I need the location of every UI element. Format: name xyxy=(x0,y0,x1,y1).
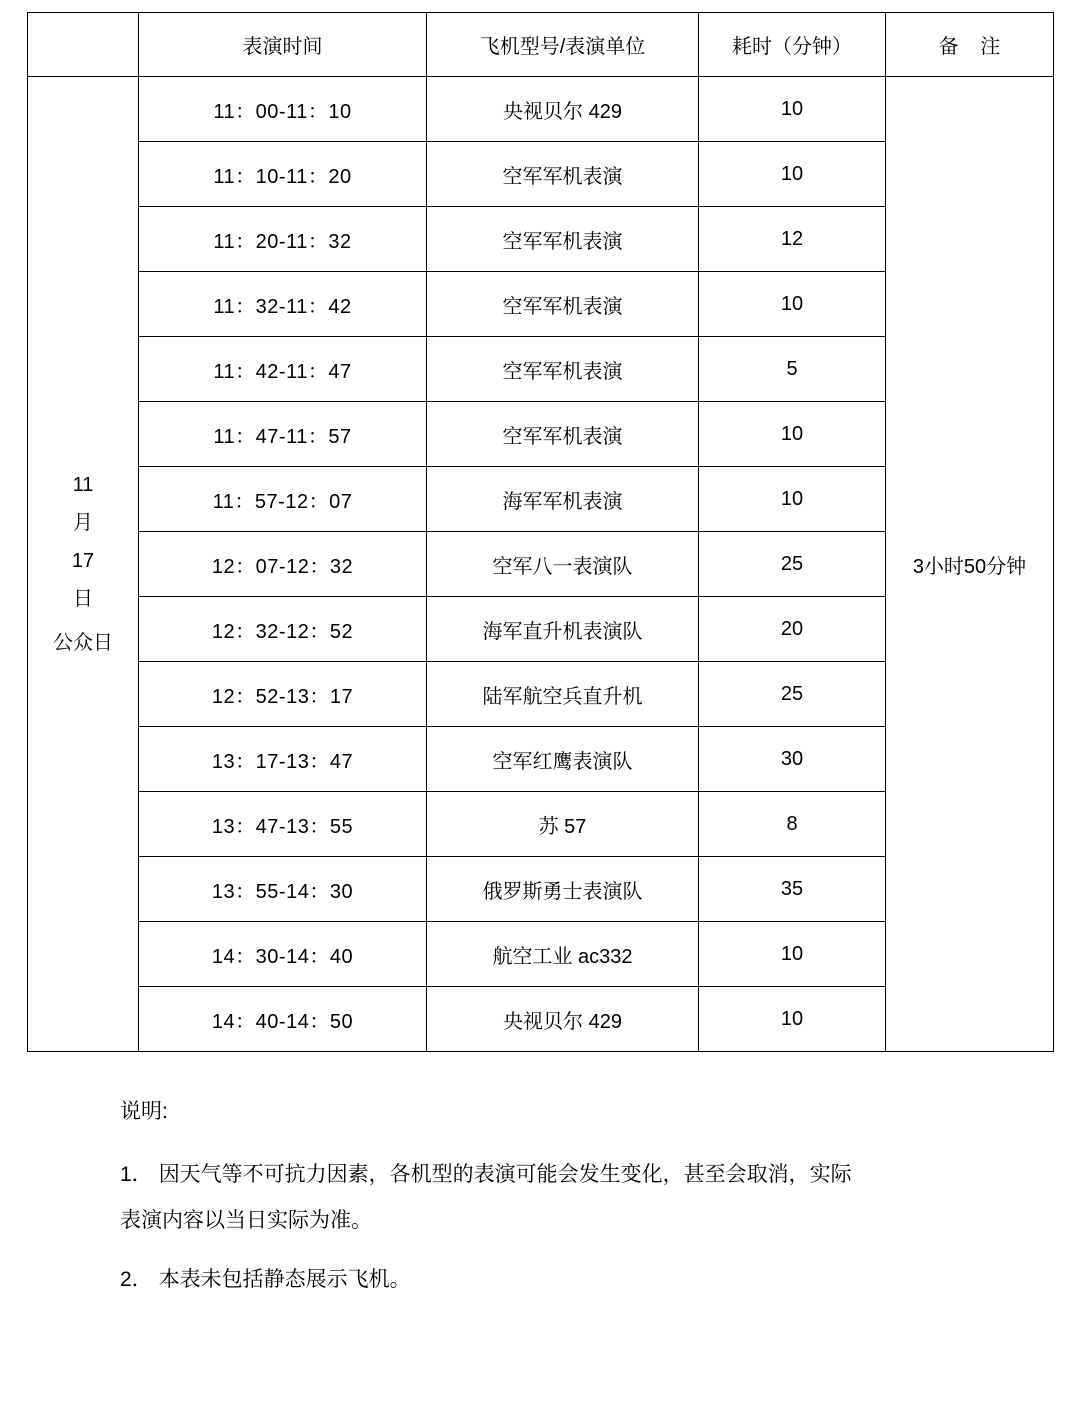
cell-duration: 20 xyxy=(699,597,886,662)
cell-time: 11：32-11：42 xyxy=(139,272,427,337)
day-line-4: 日 xyxy=(73,588,93,610)
header-duration: 耗时（分钟） xyxy=(699,13,886,77)
cell-unit: 空军军机表演 xyxy=(427,402,699,467)
cell-time: 11：10-11：20 xyxy=(139,142,427,207)
cell-time: 12：07-12：32 xyxy=(139,532,427,597)
day-line-1: 11 xyxy=(72,474,94,496)
header-day xyxy=(28,13,139,77)
cell-duration: 5 xyxy=(699,337,886,402)
cell-unit: 空军军机表演 xyxy=(427,337,699,402)
cell-unit: 空军军机表演 xyxy=(427,207,699,272)
header-time: 表演时间 xyxy=(139,13,427,77)
cell-duration: 25 xyxy=(699,532,886,597)
cell-time: 11：00-11：10 xyxy=(139,77,427,142)
cell-duration: 35 xyxy=(699,857,886,922)
cell-unit: 空军军机表演 xyxy=(427,272,699,337)
note-item-1 xyxy=(120,1155,1020,1196)
notes-title: 说明: xyxy=(120,1100,168,1123)
table-body xyxy=(28,77,1054,1052)
note-1-number: 1． xyxy=(120,1163,153,1186)
cell-time: 13：17-13：47 xyxy=(139,727,427,792)
table-header xyxy=(28,13,1054,77)
cell-unit: 央视贝尔 429 xyxy=(427,77,699,142)
cell-unit: 苏 57 xyxy=(427,792,699,857)
cell-unit: 空军八一表演队 xyxy=(427,532,699,597)
cell-time: 11：47-11：57 xyxy=(139,402,427,467)
cell-unit: 央视贝尔 429 xyxy=(427,987,699,1052)
note-item-2 xyxy=(120,1260,1020,1301)
note-1-continuation: 表演内容以当日实际为准。 xyxy=(120,1208,372,1232)
cell-time: 11：20-11：32 xyxy=(139,207,427,272)
table-row xyxy=(28,77,1054,142)
cell-unit: 陆军航空兵直升机 xyxy=(427,662,699,727)
cell-unit: 空军军机表演 xyxy=(427,142,699,207)
note-1-text: 因天气等不可抗力因素，各机型的表演可能会发生变化，甚至会取消，实际 xyxy=(158,1163,852,1186)
note-2-text: 本表未包括静态展示飞机。 xyxy=(158,1267,411,1291)
cell-unit: 俄罗斯勇士表演队 xyxy=(427,857,699,922)
cell-time: 12：52-13：17 xyxy=(139,662,427,727)
cell-time: 11：57-12：07 xyxy=(139,467,427,532)
cell-unit: 海军直升机表演队 xyxy=(427,597,699,662)
day-line-3: 17 xyxy=(71,550,95,572)
day-cell xyxy=(28,77,139,1052)
cell-unit: 航空工业 ac332 xyxy=(427,922,699,987)
flight-schedule-table xyxy=(27,12,1054,1052)
cell-duration: 10 xyxy=(699,77,886,142)
table-header-row xyxy=(28,13,1054,77)
notes-section xyxy=(120,1095,1020,1309)
cell-time: 12：32-12：52 xyxy=(139,597,427,662)
cell-duration: 10 xyxy=(699,272,886,337)
cell-unit: 空军红鹰表演队 xyxy=(427,727,699,792)
cell-duration: 10 xyxy=(699,922,886,987)
cell-duration: 10 xyxy=(699,987,886,1052)
cell-note-total: 3小时50分钟 xyxy=(886,77,1054,1052)
cell-time: 14：40-14：50 xyxy=(139,987,427,1052)
day-line-2: 月 xyxy=(73,512,93,534)
cell-duration: 30 xyxy=(699,727,886,792)
cell-duration: 10 xyxy=(699,402,886,467)
header-unit: 飞机型号/表演单位 xyxy=(427,13,699,77)
cell-time: 13：47-13：55 xyxy=(139,792,427,857)
note-2-number: 2． xyxy=(120,1267,153,1291)
cell-time: 14：30-14：40 xyxy=(139,922,427,987)
cell-unit: 海军军机表演 xyxy=(427,467,699,532)
cell-duration: 12 xyxy=(699,207,886,272)
cell-duration: 10 xyxy=(699,467,886,532)
day-line-5: 公众日 xyxy=(53,632,113,654)
cell-time: 11：42-11：47 xyxy=(139,337,427,402)
cell-duration: 10 xyxy=(699,142,886,207)
cell-duration: 8 xyxy=(699,792,886,857)
cell-duration: 25 xyxy=(699,662,886,727)
header-note: 备 注 xyxy=(886,13,1054,77)
cell-time: 13：55-14：30 xyxy=(139,857,427,922)
